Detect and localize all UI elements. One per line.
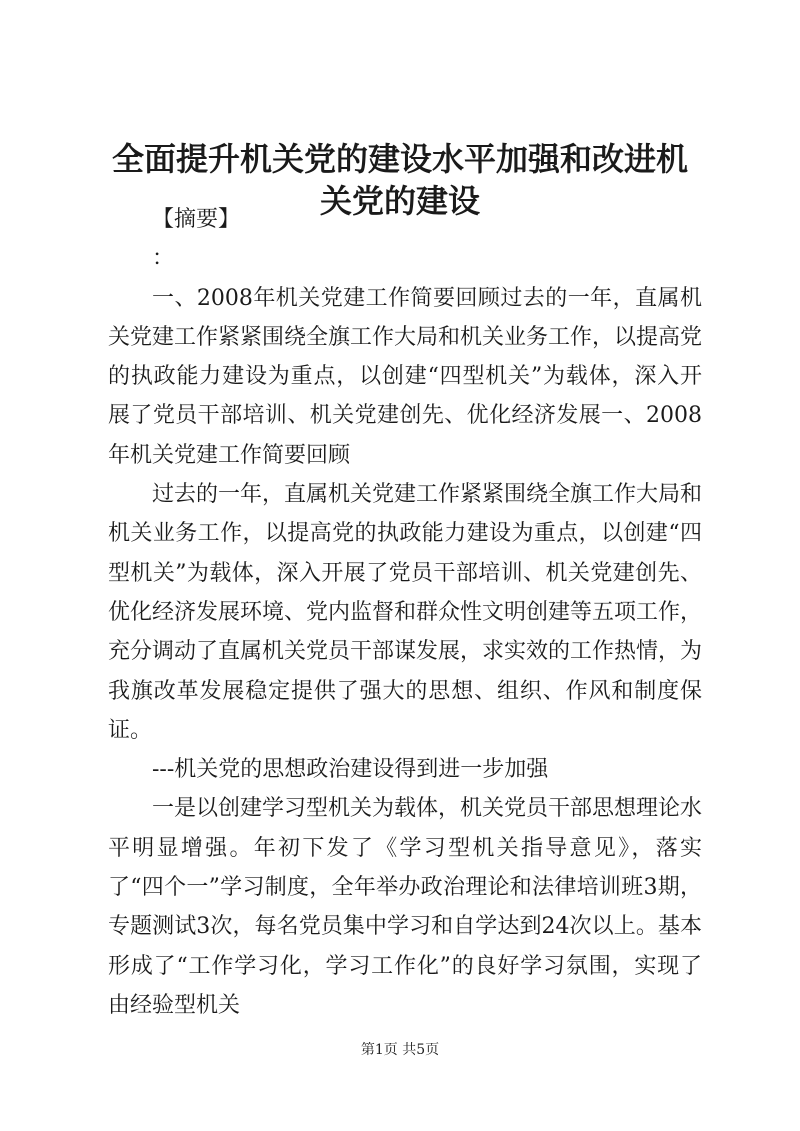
document-title: 全面提升机关党的建设水平加强和改进机关党的建设 [111, 140, 688, 220]
section-heading: ---机关党的思想政治建设得到进一步加强 [152, 757, 549, 783]
document-body [108, 200, 702, 1025]
paragraph: 一是以创建学习型机关为载体，机关党员干部思想理论水平明显增强。年初下发了《学习型机关指导意见》，落实了“四个一”学习制度，全年举办政治理论和法律培训班3期，专题测试3次，每名党员集中学习和自学达到24次以上。基本形成了“工作学习化，学习工作化”的良好学习氛围，实现了由经验型机关 [108, 796, 703, 1018]
page-number: 第1页 共5页 [360, 1042, 440, 1058]
paragraph: 过去的一年，直属机关党建工作紧紧围绕全旗工作大局和机关业务工作，以提高党的执政能力建设为重点，以创建“四型机关”为载体，深入开展了党员干部培训、机关党建创先、优化经济发展环境、党内监督和群众性文明创建等五项工作，充分调动了直属机关党员干部谋发展，求实效的工作热情，为我旗改革发展稳定提供了强大的思想、组织、作风和制度保证。 [108, 482, 703, 743]
abstract-colon: ： [152, 246, 175, 272]
abstract-label: 【摘要】 [152, 207, 241, 232]
paragraph: 一、2008年机关党建工作简要回顾过去的一年，直属机关党建工作紧紧围绕全旗工作大局和机关业务工作，以提高党的执政能力建设为重点，以创建“四型机关”为载体，深入开展了党员干部培训、机关党建创先、优化经济发展一、2008年机关党建工作简要回顾 [108, 285, 703, 468]
